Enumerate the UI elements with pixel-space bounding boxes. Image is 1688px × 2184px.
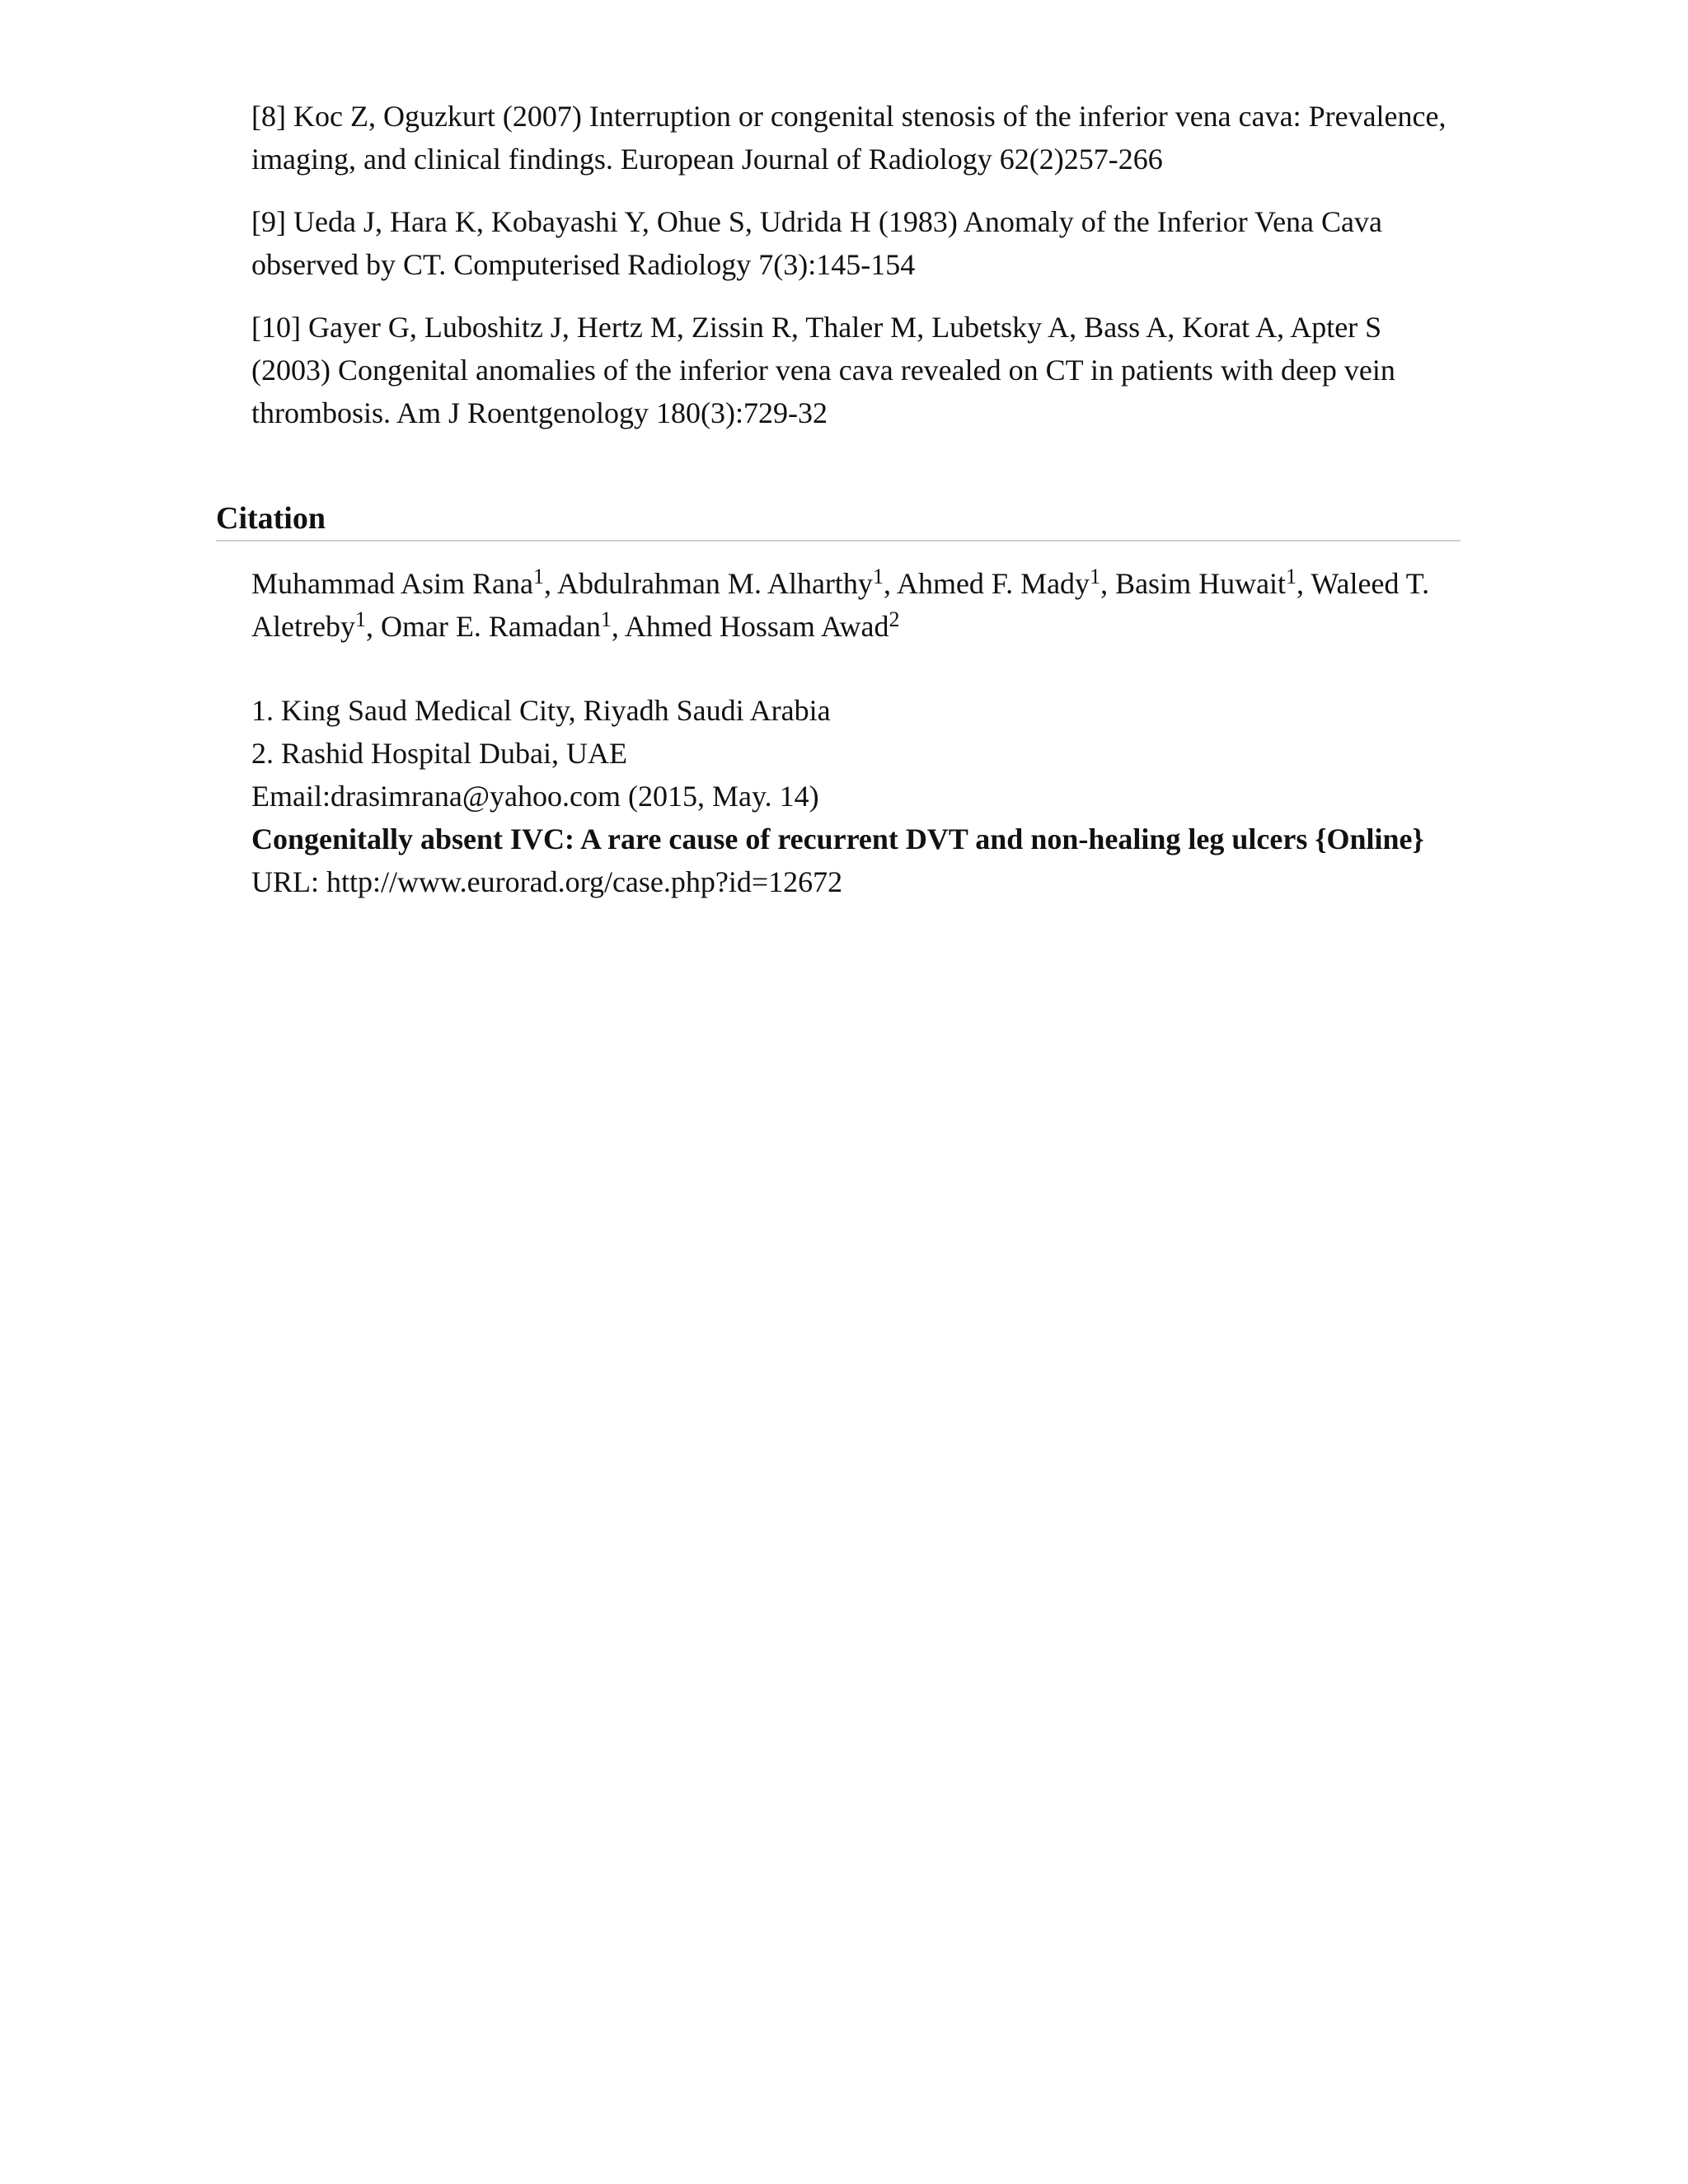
reference-item: [9] Ueda J, Hara K, Kobayashi Y, Ohue S, Udrida H (1983) Anomaly of the Inferior Vena Cava observed by CT. Computerised Radiology 7(3):145-154 xyxy=(251,205,1382,281)
author-name: Omar E. Ramadan xyxy=(380,610,601,643)
author-name: Ahmed Hossam Awad xyxy=(624,610,889,643)
author-name: Waleed T. Aletreby xyxy=(251,567,1430,643)
affiliation-line: 1. King Saud Medical City, Riyadh Saudi Arabia xyxy=(251,694,831,727)
url-line: URL: http://www.eurorad.org/case.php?id=12672 xyxy=(251,865,843,898)
author-affiliation-marker: 1 xyxy=(1090,565,1101,588)
citation-heading: Citation xyxy=(216,499,1461,541)
email-line: Email:drasimrana@yahoo.com (2015, May. 14) xyxy=(251,780,819,813)
author-name: Ahmed F. Mady xyxy=(896,567,1090,600)
spacer xyxy=(251,648,1471,689)
author-list: Muhammad Asim Rana$^1$, Abdulrahman M. Alharthy$^1$, Ahmed F. Mady$^1$, Basim Huwait$^1$, Waleed T. Aletreby$^1$, Omar E. Ramadan$^1$, Ahmed Hossam Awad$^2$ xyxy=(251,565,1430,643)
author-affiliation-marker: 1 xyxy=(872,565,884,588)
author-affiliation-marker: 1 xyxy=(354,607,366,631)
citation-body xyxy=(251,562,1471,903)
author-affiliation-marker: 1 xyxy=(532,565,544,588)
reference-item: [8] Koc Z, Oguzkurt (2007) Interruption or congenital stenosis of the inferior vena cava: Prevalence, imaging, and clinical findings. European Journal of Radiology 62(2)257-266 xyxy=(251,100,1447,176)
reference-list xyxy=(251,95,1463,454)
author-name: Abdulrahman M. Alharthy xyxy=(556,567,873,600)
author-affiliation-marker: 2 xyxy=(889,607,900,631)
author-affiliation-marker: 1 xyxy=(1286,565,1297,588)
author-affiliation-marker: 1 xyxy=(600,607,612,631)
affiliation-line: 2. Rashid Hospital Dubai, UAE xyxy=(251,737,627,770)
reference-item: [10] Gayer G, Luboshitz J, Hertz M, Zissin R, Thaler M, Lubetsky A, Bass A, Korat A, Apter S (2003) Congenital anomalies of the inferior vena cava revealed on CT in patients with deep vein thrombosis. Am J Roentgenology 180(3):729-32 xyxy=(251,311,1395,429)
article-title: Congenitally absent IVC: A rare cause of recurrent DVT and non-healing leg ulcers {Online} xyxy=(251,823,1424,855)
author-name: Basim Huwait xyxy=(1115,567,1287,600)
author-name: Muhammad Asim Rana xyxy=(251,567,533,600)
